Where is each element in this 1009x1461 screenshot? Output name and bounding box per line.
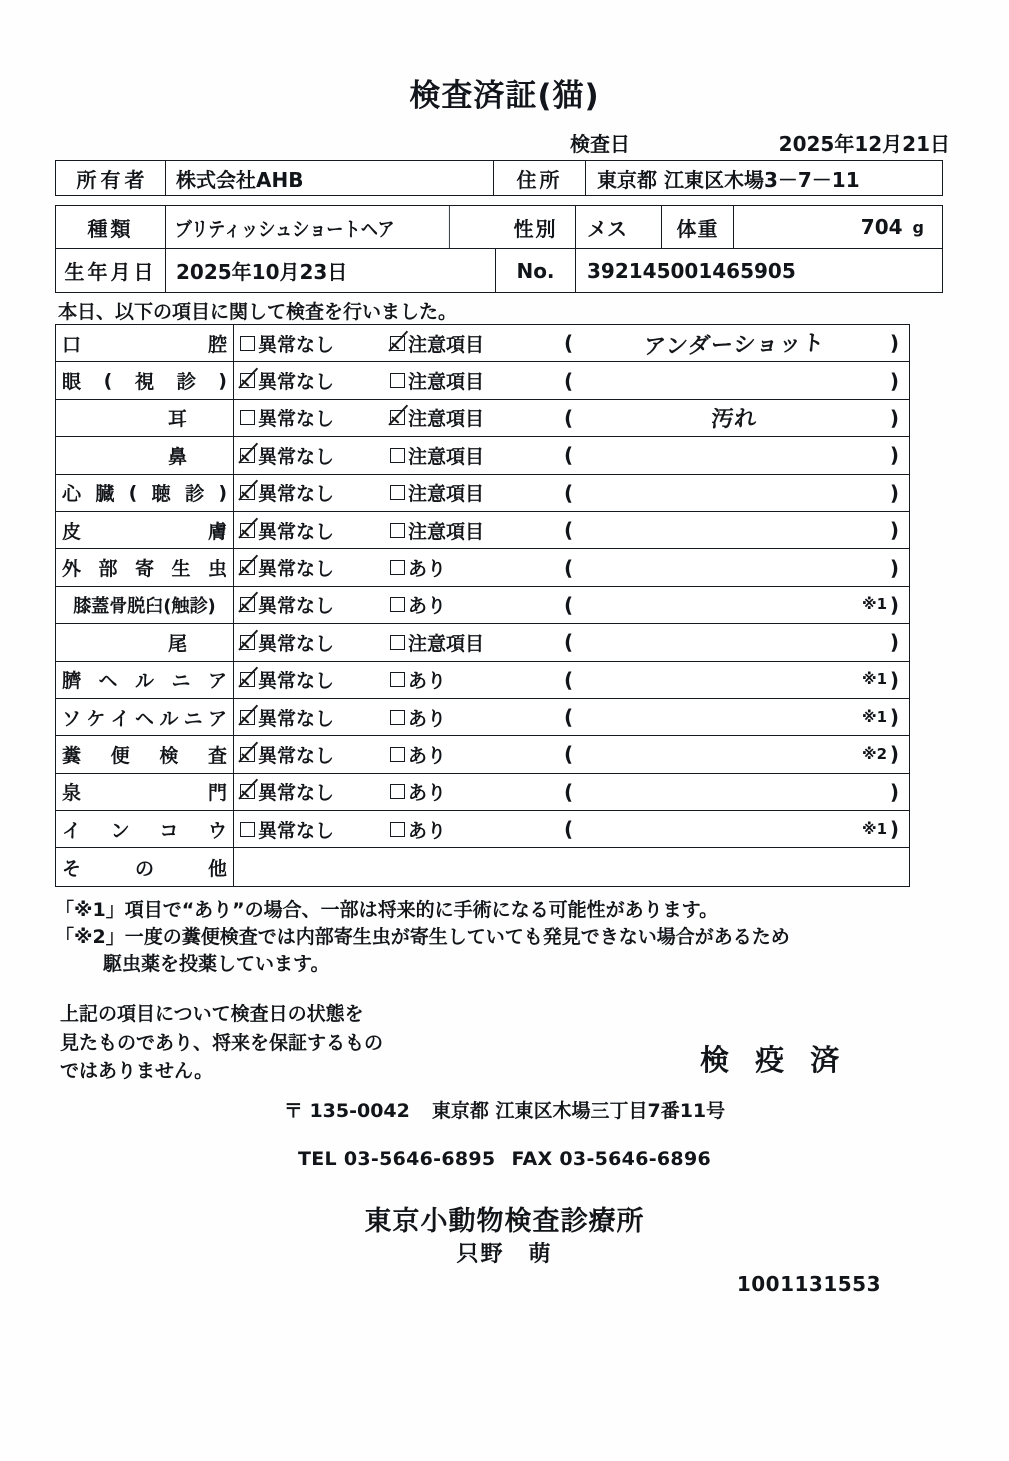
option-label: 注意項目 — [408, 333, 485, 356]
label-char: ル — [159, 707, 179, 730]
owner-label: 所有者 — [56, 161, 166, 195]
footnote-marker: ※1 — [862, 707, 888, 726]
disclaimer-line-3: ではありません。 — [60, 1060, 214, 1082]
paren-close: ) — [889, 368, 899, 393]
no-label: No. — [496, 249, 576, 292]
exam-row-body — [234, 362, 909, 398]
option-abnormal[interactable] — [390, 330, 484, 357]
option-label: 異常なし — [258, 371, 335, 394]
exam-row — [56, 362, 909, 399]
checkbox-icon[interactable] — [390, 485, 405, 500]
option-abnormal[interactable] — [390, 816, 446, 843]
checkbox-icon[interactable] — [240, 822, 255, 837]
option-label: あり — [408, 558, 447, 581]
option-normal[interactable] — [240, 741, 390, 768]
label-char: 診 — [184, 483, 204, 506]
option-label: あり — [408, 670, 447, 693]
option-label: 注意項目 — [408, 371, 485, 394]
paren-open: ( — [564, 405, 574, 430]
dob-label: 生年月日 — [56, 249, 166, 292]
paren-open: ( — [564, 555, 574, 580]
label-char: そ — [62, 857, 82, 880]
option-label: あり — [408, 707, 447, 730]
option-normal[interactable] — [240, 629, 390, 656]
exam-date-value: 2025年12月21日 — [778, 132, 950, 156]
paren-open: ( — [564, 592, 574, 617]
label-char: 泉 — [62, 782, 82, 805]
weight-value: 704 — [860, 215, 903, 239]
exam-row — [56, 475, 909, 512]
quarantine-stamp: 検 疫 済 — [700, 1043, 848, 1077]
weight-label: 体重 — [662, 206, 734, 248]
checkbox-icon[interactable] — [390, 448, 405, 463]
option-label: 異常なし — [258, 595, 335, 618]
option-abnormal[interactable] — [390, 404, 484, 431]
clinic-fax: FAX 03-5646-6896 — [511, 1148, 711, 1170]
exam-row-body — [234, 699, 909, 735]
paren-open: ( — [564, 480, 574, 505]
exam-row — [56, 437, 909, 474]
option-label: あり — [408, 782, 447, 805]
label-char: ( — [103, 369, 113, 392]
sex-label: 性別 — [496, 206, 576, 248]
checkbox-icon[interactable] — [390, 672, 405, 687]
option-abnormal[interactable] — [390, 554, 446, 581]
exam-row-label — [56, 400, 234, 436]
exam-row — [56, 811, 909, 848]
exam-row-body — [234, 811, 909, 847]
paren-close: ) — [889, 331, 899, 356]
option-abnormal[interactable] — [390, 704, 446, 731]
option-label: 注意項目 — [408, 445, 485, 468]
paren-open: ( — [564, 742, 574, 767]
option-abnormal[interactable] — [390, 741, 446, 768]
option-abnormal[interactable] — [390, 367, 484, 394]
label-char: イ — [110, 707, 130, 730]
option-label: 異常なし — [258, 445, 335, 468]
label-char: 便 — [110, 744, 130, 767]
exam-row-label — [56, 811, 234, 847]
handwritten-note: アンダーショット — [642, 330, 827, 360]
option-label: あり — [408, 819, 447, 842]
option-label: 異常なし — [258, 782, 335, 805]
paren-close: ) — [889, 480, 899, 505]
label-char: ( — [128, 481, 138, 504]
option-abnormal[interactable] — [390, 517, 484, 544]
checkbox-checked-icon[interactable] — [240, 523, 255, 538]
label-char: 耳 — [167, 408, 187, 431]
doctor-name: 只野 萌 — [456, 1242, 553, 1267]
label-char: ル — [134, 670, 154, 693]
checkbox-icon[interactable] — [240, 336, 255, 351]
handwritten-note: 汚れ — [710, 406, 759, 433]
owner-value: 株式会社AHB — [166, 161, 494, 195]
footnote-marker: ※2 — [862, 745, 888, 764]
checkbox-icon[interactable] — [390, 710, 405, 725]
exam-row-label — [56, 848, 234, 885]
label-char: 診 — [176, 371, 196, 394]
checkbox-icon[interactable] — [390, 597, 405, 612]
exam-row-body — [234, 475, 909, 511]
option-normal[interactable] — [240, 554, 390, 581]
animal-info-table — [55, 205, 943, 293]
exam-row-body — [234, 662, 909, 698]
dob-value: 2025年10月23日 — [166, 249, 496, 292]
owner-table — [55, 160, 943, 196]
option-label: 注意項目 — [408, 408, 485, 431]
footnote-marker: ※1 — [862, 819, 888, 838]
label-char: ア — [207, 670, 227, 693]
checkbox-icon[interactable] — [390, 523, 405, 538]
checkbox-icon[interactable] — [390, 560, 405, 575]
exam-row-body — [234, 549, 909, 585]
exam-row-body — [234, 437, 909, 473]
paren-close: ) — [889, 779, 899, 804]
label-char: ア — [207, 707, 227, 730]
exam-row-label — [56, 325, 234, 361]
option-label: あり — [408, 744, 447, 767]
checkbox-icon[interactable] — [390, 635, 405, 650]
option-normal[interactable] — [240, 517, 390, 544]
checkbox-checked-icon[interactable] — [390, 410, 405, 425]
label-char: 口 — [62, 333, 82, 356]
option-label: 異常なし — [258, 632, 335, 655]
exam-row-body — [234, 774, 909, 810]
footnote-1: 「※1」項目で“あり”の場合、一部は将来的に手術になる可能性があります。 — [55, 899, 719, 921]
option-normal[interactable] — [240, 778, 390, 805]
label-char: ソ — [62, 707, 82, 730]
checkbox-icon[interactable] — [390, 822, 405, 837]
label-char: 外 — [62, 558, 82, 581]
address-value: 東京都 江東区木場3－7－11 — [597, 167, 860, 192]
footnote-marker: ※1 — [862, 595, 888, 614]
footnote-2-line-1: 「※2」一度の糞便検査では内部寄生虫が寄生していても発見できない場合があるため — [55, 925, 790, 948]
footnote-2-line-2: 駆虫薬を投薬しています。 — [103, 952, 330, 975]
exam-row-label — [56, 362, 234, 398]
paren-open: ( — [564, 331, 574, 356]
address-label: 住所 — [494, 161, 586, 195]
label-char: ン — [110, 819, 130, 842]
checkbox-checked-icon[interactable] — [240, 747, 255, 762]
option-normal[interactable] — [240, 442, 390, 469]
exam-row — [56, 587, 909, 624]
exam-row — [56, 736, 909, 773]
option-abnormal[interactable] — [390, 666, 446, 693]
paren-close: ) — [889, 592, 899, 617]
exam-row-label — [56, 699, 234, 735]
option-normal[interactable] — [240, 367, 390, 394]
checkbox-checked-icon[interactable] — [240, 635, 255, 650]
option-label: 異常なし — [258, 558, 335, 581]
clinic-zip: 〒 135-0042 — [283, 1100, 410, 1122]
exam-row — [56, 512, 909, 549]
disclaimer — [60, 1000, 383, 1086]
checkbox-checked-icon[interactable] — [240, 485, 255, 500]
label-char: 心 — [62, 483, 82, 506]
exam-row-label — [56, 437, 234, 473]
checkbox-checked-icon[interactable] — [240, 560, 255, 575]
option-abnormal[interactable] — [390, 629, 484, 656]
label-char: イ — [62, 819, 82, 842]
label-char: 膚 — [207, 520, 227, 543]
clinic-address: 東京都 江東区木場三丁目7番11号 — [431, 1100, 726, 1122]
label-char: ヘ — [98, 670, 118, 693]
paren-open: ( — [564, 779, 574, 804]
label-char: 尾 — [167, 632, 187, 655]
label-char: 糞 — [62, 744, 82, 767]
weight-unit: g — [912, 217, 924, 237]
option-label: 異常なし — [258, 408, 335, 431]
breed-label: 種類 — [56, 206, 166, 248]
paren-close: ) — [889, 630, 899, 655]
option-label: 異常なし — [258, 707, 335, 730]
footnotes — [55, 897, 945, 978]
label-char: 鼻 — [167, 445, 187, 468]
exam-row-body — [234, 587, 909, 623]
label-char: 虫 — [207, 558, 227, 581]
checkbox-checked-icon[interactable] — [240, 710, 255, 725]
label-char: ケ — [86, 707, 106, 730]
option-normal[interactable] — [240, 330, 390, 357]
option-label: 注意項目 — [408, 632, 485, 655]
weight-cell — [734, 206, 942, 248]
disclaimer-line-1: 上記の項目について検査日の状態を — [60, 1003, 364, 1025]
label-char: 眼 — [62, 371, 82, 394]
label-char: 門 — [207, 782, 227, 805]
checkbox-checked-icon[interactable] — [390, 336, 405, 351]
exam-row-body — [234, 736, 909, 772]
breed-value: ブリティッシュショートヘア — [166, 206, 450, 248]
exam-row — [56, 624, 909, 661]
paren-open: ( — [564, 630, 574, 655]
label-char: ウ — [207, 819, 227, 842]
checkbox-checked-icon[interactable] — [240, 672, 255, 687]
paren-open: ( — [564, 705, 574, 730]
option-label: 異常なし — [258, 819, 335, 842]
exam-row-label — [56, 774, 234, 810]
exam-date-row — [55, 128, 950, 156]
checkbox-checked-icon[interactable] — [240, 784, 255, 799]
exam-row — [56, 662, 909, 699]
checkbox-checked-icon[interactable] — [240, 448, 255, 463]
no-value: 392145001465905 — [587, 258, 796, 283]
option-label: 異常なし — [258, 744, 335, 767]
exam-row-label — [56, 662, 234, 698]
option-abnormal[interactable] — [390, 479, 484, 506]
intro-text: 本日、以下の項目に関して検査を行いました。 — [58, 301, 458, 323]
page-title: 検査済証(猫) — [409, 78, 600, 114]
exam-row — [56, 549, 909, 586]
paren-close: ) — [889, 742, 899, 767]
exam-row — [56, 325, 909, 362]
exam-row-label — [56, 736, 234, 772]
checkbox-icon[interactable] — [390, 747, 405, 762]
checkbox-checked-icon[interactable] — [240, 597, 255, 612]
exam-row-label — [56, 549, 234, 585]
label-char: 検 — [159, 744, 179, 767]
label-char: ヘ — [134, 707, 154, 730]
label-char: 臓 — [95, 483, 115, 506]
paren-close: ) — [889, 705, 899, 730]
breed-row — [56, 206, 942, 249]
disclaimer-line-2: 見たものであり、将来を保証するもの — [60, 1031, 384, 1054]
clinic-address-line — [0, 1096, 1009, 1123]
exam-row — [56, 699, 909, 736]
option-abnormal[interactable] — [390, 778, 446, 805]
paren-open: ( — [564, 817, 574, 842]
option-normal[interactable] — [240, 591, 390, 618]
paren-open: ( — [564, 667, 574, 692]
label-char: 膝蓋骨脱臼(触診) — [73, 595, 216, 617]
examination-table — [55, 324, 910, 887]
label-char: ) — [218, 481, 227, 504]
label-char: コ — [159, 819, 179, 842]
exam-row-body — [234, 325, 909, 361]
exam-row-label — [56, 624, 234, 660]
exam-date-label: 検査日 — [570, 132, 630, 156]
option-label: 注意項目 — [408, 520, 485, 543]
option-normal[interactable] — [240, 666, 390, 693]
option-label: 注意項目 — [408, 483, 485, 506]
paren-close: ) — [889, 817, 899, 842]
exam-row-body — [234, 512, 909, 548]
exam-row-label — [56, 587, 234, 623]
paren-close: ) — [889, 555, 899, 580]
exam-row — [56, 848, 909, 885]
serial-number: 1001131553 — [736, 1272, 881, 1296]
option-label: 異常なし — [258, 670, 335, 693]
clinic-contact-line — [0, 1148, 1009, 1170]
label-char: ニ — [183, 707, 203, 730]
label-char: 臍 — [62, 670, 82, 693]
label-char: ニ — [171, 670, 191, 693]
option-label: 異常なし — [258, 333, 335, 356]
option-label: 異常なし — [258, 483, 335, 506]
paren-close: ) — [889, 443, 899, 468]
exam-row — [56, 774, 909, 811]
label-char: の — [134, 857, 154, 880]
option-label: 異常なし — [258, 520, 335, 543]
checkbox-icon[interactable] — [390, 784, 405, 799]
label-char: 視 — [134, 371, 154, 394]
exam-row-body — [234, 624, 909, 660]
checkbox-checked-icon[interactable] — [240, 373, 255, 388]
label-char: 他 — [207, 857, 227, 880]
sex-value: メス — [576, 206, 662, 248]
option-normal[interactable] — [240, 404, 390, 431]
option-normal[interactable] — [240, 816, 390, 843]
paren-close: ) — [889, 518, 899, 543]
footnote-marker: ※1 — [862, 670, 888, 689]
exam-row-body — [234, 400, 909, 436]
exam-row-label — [56, 475, 234, 511]
checkbox-icon[interactable] — [390, 373, 405, 388]
option-abnormal[interactable] — [390, 442, 484, 469]
paren-open: ( — [564, 518, 574, 543]
label-char: 腔 — [207, 333, 227, 356]
exam-row-body — [234, 848, 909, 885]
paren-close: ) — [889, 667, 899, 692]
label-char: ) — [218, 369, 227, 392]
option-abnormal[interactable] — [390, 591, 446, 618]
paren-open: ( — [564, 443, 574, 468]
option-normal[interactable] — [240, 704, 390, 731]
label-char: 査 — [207, 744, 227, 767]
label-char: 寄 — [134, 558, 154, 581]
exam-row-label — [56, 512, 234, 548]
paren-open: ( — [564, 368, 574, 393]
checkbox-icon[interactable] — [240, 410, 255, 425]
exam-row — [56, 400, 909, 437]
label-char: 部 — [98, 558, 118, 581]
paren-close: ) — [889, 405, 899, 430]
clinic-tel: TEL 03-5646-6895 — [298, 1148, 496, 1170]
label-char: 生 — [171, 558, 191, 581]
option-label: あり — [408, 595, 447, 618]
label-char: 聴 — [151, 483, 171, 506]
option-normal[interactable] — [240, 479, 390, 506]
clinic-name: 東京小動物検査診療所 — [364, 1206, 645, 1237]
dob-row — [56, 249, 942, 292]
label-char: 皮 — [62, 520, 82, 543]
